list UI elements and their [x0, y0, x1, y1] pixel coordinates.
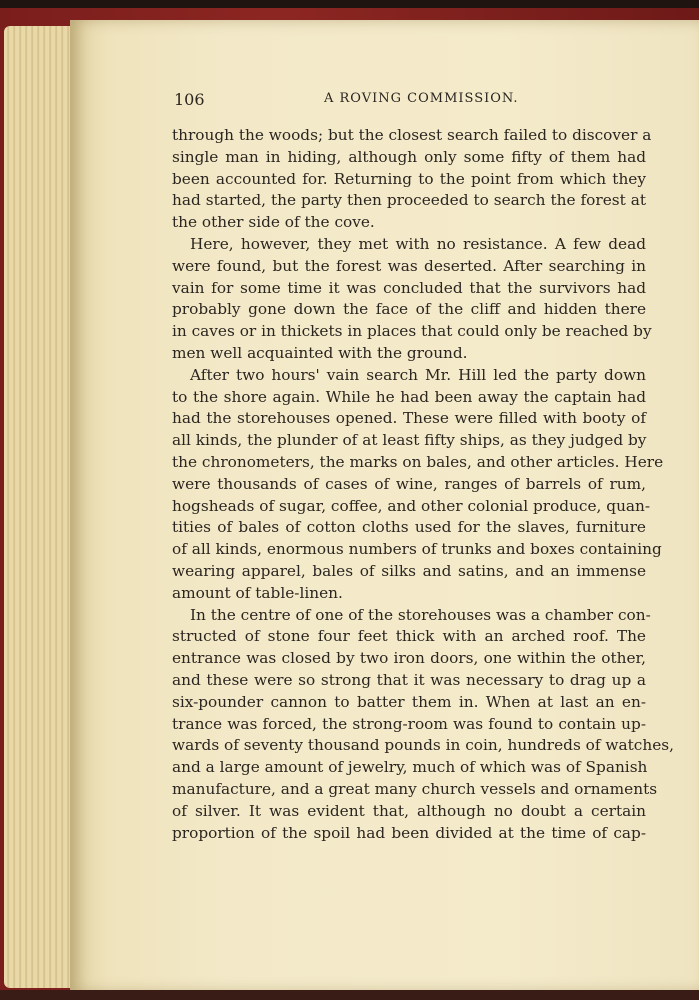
text-line: trance was forced, the strong-room was found to contain up- [172, 714, 646, 733]
text-line: hogsheads of sugar, coffee, and other colonial produce, quan- [172, 496, 651, 515]
text-line: structed of stone four feet thick with an arched roof. The [172, 627, 646, 646]
text-line: been accounted for. Returning to the point from which they [172, 169, 646, 188]
text-line: of all kinds, enormous numbers of trunks and boxes containing [172, 540, 662, 559]
text-line: manufacture, and a great many church vessels and ornaments [172, 779, 658, 798]
text-line: to the shore again. While he had been away the captain had [172, 387, 646, 406]
background-bottom [0, 990, 699, 1000]
text-line: wearing apparel, bales of silks and satins, and an immense [172, 561, 646, 580]
text-line: Here, however, they met with no resistance. A few dead [190, 234, 646, 253]
text-line: After two hours' vain search Mr. Hill led the party down [190, 365, 646, 384]
text-line: entrance was closed by two iron doors, one within the other, [172, 649, 646, 668]
text-line: had started, the party then proceeded to search the forest at [172, 191, 646, 210]
text-line: single man in hiding, although only some fifty of them had [172, 147, 646, 166]
running-title: A ROVING COMMISSION. [324, 91, 519, 106]
text-line: and these were so strong that it was necessary to drag up a [172, 670, 646, 689]
text-line: were found, but the forest was deserted. After searching in [172, 256, 646, 275]
text-line: six-pounder cannon to batter them in. When at last an en- [172, 692, 646, 711]
text-line: vain for some time it was concluded that the survivors had [172, 278, 646, 297]
text-line: and a large amount of jewelry, much of which was of Spanish [172, 758, 648, 777]
text-line: were thousands of cases of wine, ranges of barrels of rum, [172, 474, 646, 493]
text-line: probably gone down the face of the cliff and hidden there [172, 300, 646, 319]
body-text [172, 125, 674, 844]
text-line: in caves or in thickets in places that could only be reached by [172, 322, 652, 341]
text-line: tities of bales of cotton cloths used for the slaves, furniture [172, 518, 646, 537]
page-header [174, 90, 646, 112]
text-line: In the centre of one of the storehouses was a chamber con- [190, 605, 651, 624]
text-line: the chronometers, the marks on bales, and other articles. Here [172, 452, 664, 471]
text-line: proportion of the spoil had been divided at the time of cap- [172, 823, 646, 842]
text-line: of silver. It was evident that, although no doubt a certain [172, 801, 646, 820]
text-line: wards of seventy thousand pounds in coin, hundreds of watches, [172, 736, 674, 755]
text-line: had the storehouses opened. These were filled with booty of [172, 409, 646, 428]
text-line: all kinds, the plunder of at least fifty ships, as they judged by [172, 431, 647, 450]
text-line: the other side of the cove. [172, 213, 375, 232]
page-edges [4, 26, 74, 988]
page-number: 106 [174, 90, 205, 109]
text-line: through the woods; but the closest search failed to discover a [172, 126, 652, 144]
text-line: men well acquainted with the ground. [172, 343, 468, 362]
text-line: amount of table-linen. [172, 583, 343, 602]
